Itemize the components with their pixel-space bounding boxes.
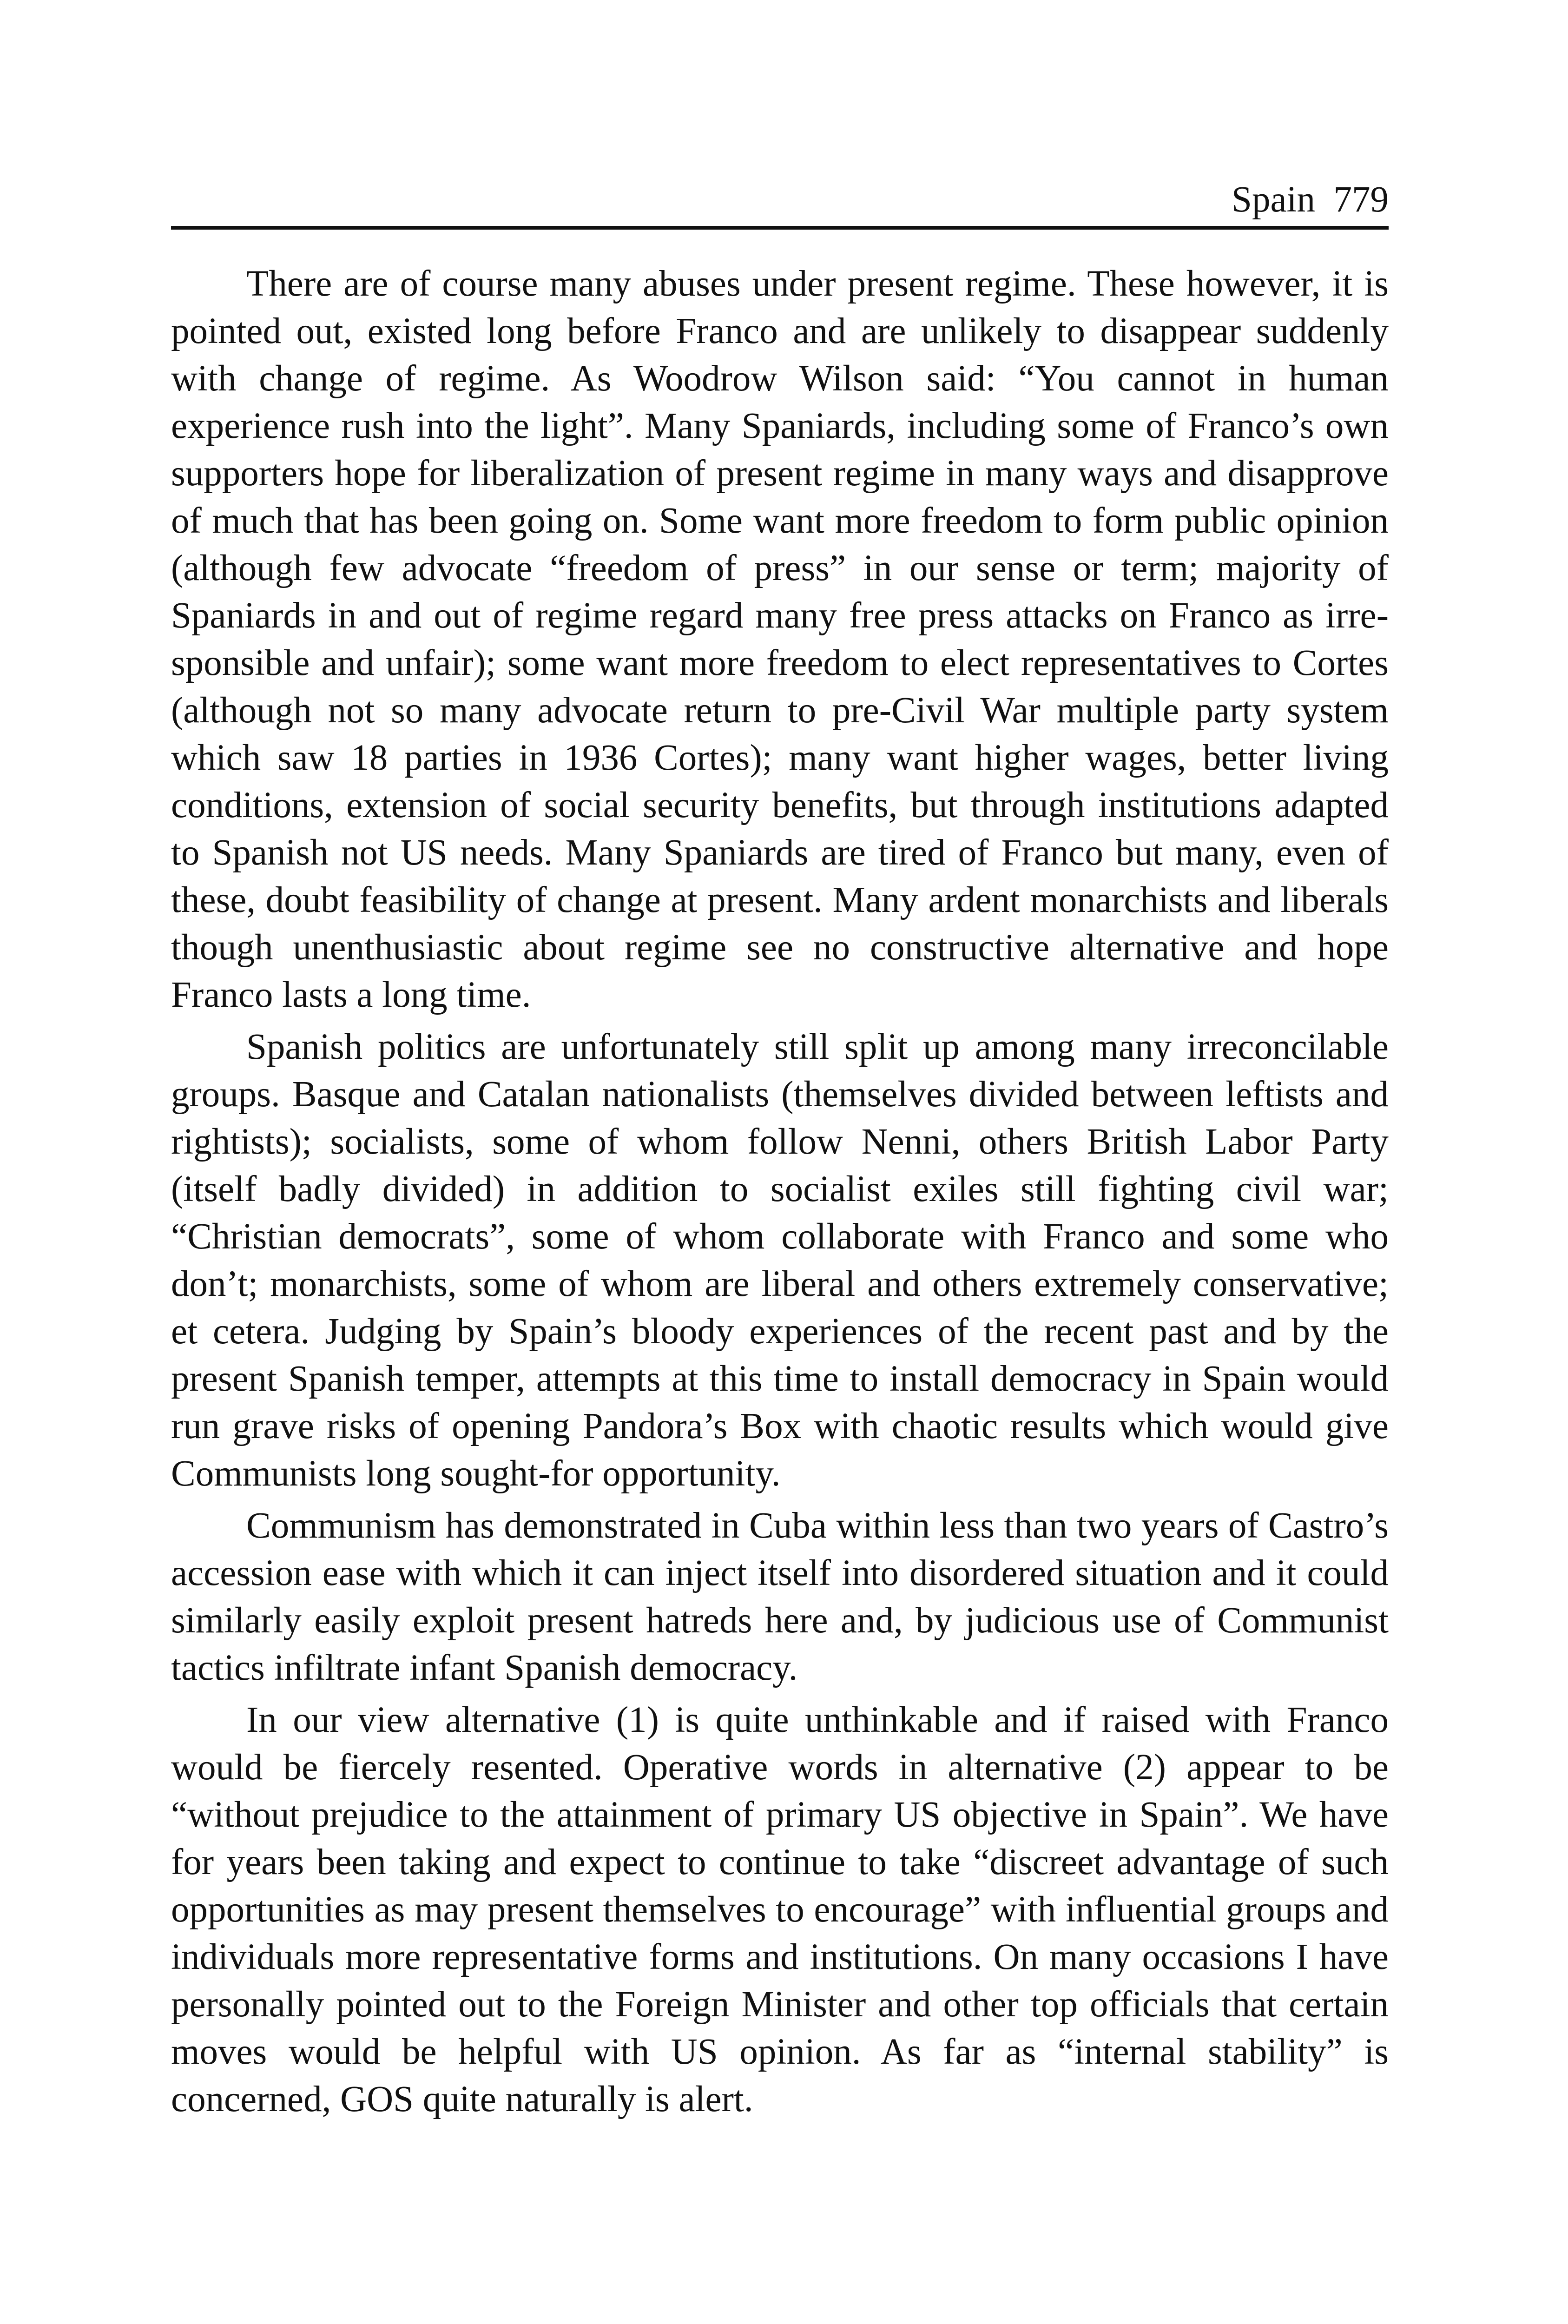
paragraph-politics: Spanish politics are unfortunately still split up among many irreconcilable groups. Basque and Catalan nationalists (themselves divided between leftists and rightists); socialists, some of whom follow Nenni, others British Labor Party (itself badly divided) in addition to socialist exiles still fighting civil war; “Christian democrats”, some of whom collaborate with Franco and some who don’t; monarchists, some of whom are liberal and others extremely conservative; et cetera. Judging by Spain’s bloody experiences of the recent past and by the present Spanish temper, attempts at this time to install democracy in Spain would run grave risks of opening Pandora’s Box with chaotic results which would give Communists long sought-for opportunity. xyxy=(171,1027,1389,1494)
page-number: 779 xyxy=(1333,179,1389,220)
paragraph-communism: Communism has demonstrated in Cuba within less than two years of Castro’s accession ease with which it can inject itself into disordered situation and it could similarly easily exploit present hatreds here and, by judicious use of Communist tactics infiltrate infant Spanish democracy. xyxy=(171,1505,1389,1688)
paragraph-alternatives: In our view alternative (1) is quite unthinkable and if raised with Franco would be fiercely resented. Operative words in alternative (2) appear to be “without prejudice to the attainment of primary US objective in Spain”. We have for years been taking and expect to continue to take “discreet advantage of such opportunities as may present themselves to encourage” with influential groups and individuals more representative forms and institutions. On many occasions I have personally pointed out to the Foreign Minister and other top officials that certain moves would be helpful with US opinion. As far as “internal stability” is concerned, GOS quite naturally is alert. xyxy=(171,1700,1389,2119)
header-rule xyxy=(171,226,1389,230)
document-page xyxy=(171,167,1389,2123)
body-text xyxy=(171,260,1389,2123)
running-title: Spain xyxy=(1232,179,1315,220)
running-header xyxy=(171,167,1389,232)
paragraph-abuses: There are of course many abuses under present regime. These however, it is pointed out, existed long before Franco and are unlikely to disappear suddenly with change of regime. As Woodrow Wilson said: “You cannot in human experience rush into the light”. Many Spaniards, including some of Franco’s own supporters hope for liberalization of present regime in many ways and disapprove of much that has been going on. Some want more freedom to form public opinion (although few advocate “freedom of press” in our sense or term; majority of Spaniards in and out of regime regard many free press attacks on Franco as irresponsible and unfair); some want more freedom to elect representatives to Cortes (although not so many advocate return to pre-Civil War multiple party system which saw 18 parties in 1936 Cortes); many want higher wages, better living conditions, extension of social security benefits, but through institutions adapted to Spanish not US needs. Many Spaniards are tired of Franco but many, even of these, doubt feasibility of change at present. Many ardent monarchists and liberals though unenthusiastic about regime see no constructive alternative and hope Franco lasts a long time. xyxy=(171,264,1389,1015)
header-text xyxy=(1232,177,1389,223)
